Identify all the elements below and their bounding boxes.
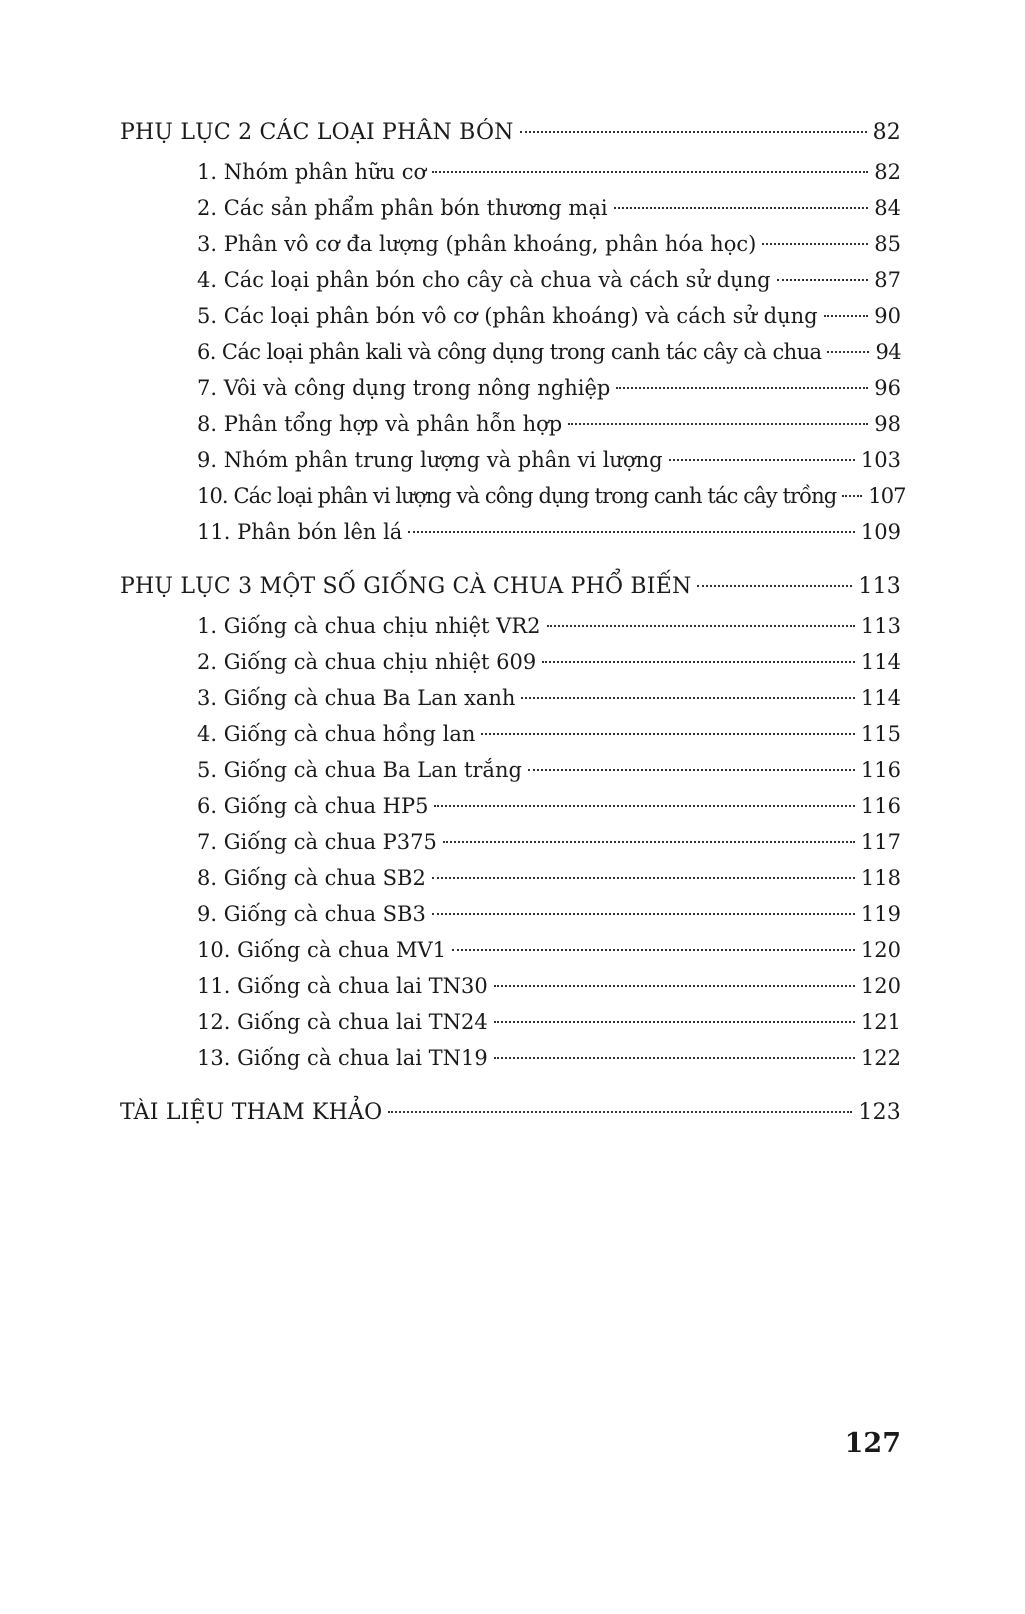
- toc-entry-title: 6. Các loại phân kali và công dụng trong canh tác cây cà chua: [197, 340, 822, 364]
- toc-entry-page: 87: [874, 268, 901, 292]
- dot-leader: [443, 841, 855, 843]
- toc-entry[interactable]: [120, 860, 901, 896]
- toc-entry[interactable]: [120, 680, 901, 716]
- toc-entry[interactable]: [120, 608, 901, 644]
- dot-leader: [494, 985, 855, 987]
- toc-heading-title: PHỤ LỤC 3 MỘT SỐ GIỐNG CÀ CHUA PHỔ BIẾN: [120, 574, 692, 599]
- toc-entry-page: 90: [874, 304, 901, 328]
- dot-leader: [452, 949, 855, 951]
- page-number: 127: [844, 1428, 901, 1459]
- toc-entry[interactable]: [120, 226, 901, 262]
- dot-leader: [568, 423, 868, 425]
- toc-entry[interactable]: [120, 1004, 901, 1040]
- dot-leader: [494, 1021, 855, 1023]
- toc-heading-title: TÀI LIỆU THAM KHẢO: [120, 1100, 383, 1125]
- toc-entry[interactable]: [120, 824, 901, 860]
- toc-entry-page: 96: [874, 376, 901, 400]
- toc-entry-page: 117: [860, 830, 901, 854]
- toc-entry-page: 94: [875, 340, 901, 364]
- toc-entry-title: 9. Nhóm phân trung lượng và phân vi lượng: [197, 448, 663, 472]
- toc-entry[interactable]: [120, 932, 901, 968]
- toc-entry-title: 3. Phân vô cơ đa lượng (phân khoáng, phân hóa học): [197, 232, 757, 256]
- dot-leader: [827, 351, 869, 353]
- toc-entry[interactable]: [120, 752, 901, 788]
- toc-entry-page: 98: [874, 412, 901, 436]
- toc-entry-title: 3. Giống cà chua Ba Lan xanh: [197, 686, 516, 710]
- toc-entry[interactable]: [120, 154, 901, 190]
- toc-entry[interactable]: [120, 190, 901, 226]
- toc-entry[interactable]: [120, 442, 901, 478]
- dot-leader: [824, 315, 869, 317]
- dot-leader: [777, 279, 869, 281]
- dot-leader: [432, 913, 855, 915]
- toc-entry[interactable]: [120, 1040, 901, 1076]
- toc-heading[interactable]: [120, 112, 901, 154]
- toc-entry-page: 121: [860, 1010, 901, 1034]
- toc-entry-title: 7. Vôi và công dụng trong nông nghiệp: [197, 376, 611, 400]
- dot-leader: [520, 131, 867, 133]
- toc-entry[interactable]: [120, 788, 901, 824]
- toc-entry-title: 1. Giống cà chua chịu nhiệt VR2: [197, 614, 541, 638]
- table-of-contents: [120, 112, 906, 1150]
- toc-heading-page: 113: [858, 574, 901, 599]
- toc-entry-title: 5. Giống cà chua Ba Lan trắng: [197, 758, 522, 782]
- toc-entry-page: 107: [868, 484, 906, 508]
- toc-entry[interactable]: [120, 716, 901, 752]
- toc-entry-page: 119: [860, 902, 901, 926]
- toc-section-appendix-2: [120, 112, 906, 550]
- toc-entry[interactable]: [120, 406, 901, 442]
- toc-entry-page: 116: [860, 758, 901, 782]
- toc-entry-page: 122: [860, 1046, 901, 1070]
- dot-leader: [432, 171, 868, 173]
- toc-entry-title: 4. Các loại phân bón cho cây cà chua và cách sử dụng: [197, 268, 771, 292]
- toc-heading-title: PHỤ LỤC 2 CÁC LOẠI PHÂN BÓN: [120, 120, 514, 145]
- toc-entry-title: 2. Giống cà chua chịu nhiệt 609: [197, 650, 537, 674]
- toc-entry-page: 120: [860, 938, 901, 962]
- dot-leader: [481, 733, 854, 735]
- toc-section-appendix-3: [120, 566, 901, 1076]
- toc-entry-title: 13. Giống cà chua lai TN19: [197, 1046, 488, 1070]
- toc-entry-title: 11. Phân bón lên lá: [197, 520, 403, 544]
- toc-entry[interactable]: [120, 644, 901, 680]
- toc-entry[interactable]: [120, 370, 901, 406]
- toc-entry-title: 7. Giống cà chua P375: [197, 830, 437, 854]
- toc-entry-page: 120: [860, 974, 901, 998]
- toc-entry[interactable]: [120, 262, 901, 298]
- toc-entry-page: 114: [860, 650, 901, 674]
- toc-entry-title: 9. Giống cà chua SB3: [197, 902, 426, 926]
- dot-leader: [669, 459, 855, 461]
- dot-leader: [408, 531, 855, 533]
- toc-entry-title: 10. Các loại phân vi lượng và công dụng trong canh tác cây trồng: [197, 484, 837, 508]
- dot-leader: [616, 387, 868, 389]
- toc-entry-page: 85: [874, 232, 901, 256]
- toc-entry[interactable]: [120, 514, 901, 550]
- toc-entry-title: 1. Nhóm phân hữu cơ: [197, 160, 427, 184]
- toc-entry-title: 5. Các loại phân bón vô cơ (phân khoáng) và cách sử dụng: [197, 304, 818, 328]
- dot-leader: [842, 495, 862, 497]
- toc-entry-page: 116: [860, 794, 901, 818]
- toc-entry[interactable]: [120, 896, 901, 932]
- toc-entry[interactable]: [120, 298, 901, 334]
- toc-entry-page: 118: [860, 866, 901, 890]
- toc-entry-title: 8. Phân tổng hợp và phân hỗn hợp: [197, 412, 563, 436]
- dot-leader: [542, 661, 855, 663]
- toc-entry[interactable]: [120, 968, 901, 1004]
- toc-entry[interactable]: [120, 334, 901, 370]
- toc-heading-page: 123: [858, 1100, 901, 1125]
- dot-leader: [762, 243, 868, 245]
- toc-entry-page: 82: [874, 160, 901, 184]
- dot-leader: [494, 1057, 855, 1059]
- dot-leader: [434, 805, 854, 807]
- dot-leader: [521, 697, 855, 699]
- toc-entry-title: 4. Giống cà chua hồng lan: [197, 722, 476, 746]
- toc-entry[interactable]: [120, 478, 906, 514]
- toc-heading-page: 82: [872, 120, 901, 145]
- toc-section-references: [120, 1092, 901, 1134]
- dot-leader: [697, 585, 852, 587]
- dot-leader: [614, 207, 869, 209]
- toc-entry-page: 103: [860, 448, 901, 472]
- dot-leader: [547, 625, 855, 627]
- toc-entry-page: 109: [860, 520, 901, 544]
- toc-entry-page: 113: [860, 614, 901, 638]
- toc-heading[interactable]: [120, 1092, 901, 1134]
- toc-entry-page: 114: [860, 686, 901, 710]
- toc-entry-title: 2. Các sản phẩm phân bón thương mại: [197, 196, 608, 220]
- toc-entry-page: 84: [874, 196, 901, 220]
- dot-leader: [528, 769, 855, 771]
- toc-entry-title: 6. Giống cà chua HP5: [197, 794, 429, 818]
- toc-entry-title: 12. Giống cà chua lai TN24: [197, 1010, 488, 1034]
- toc-entry-title: 10. Giống cà chua MV1: [197, 938, 447, 962]
- dot-leader: [388, 1111, 852, 1113]
- toc-entry-title: 8. Giống cà chua SB2: [197, 866, 426, 890]
- toc-entry-page: 115: [860, 722, 901, 746]
- dot-leader: [432, 877, 855, 879]
- toc-entry-title: 11. Giống cà chua lai TN30: [197, 974, 488, 998]
- toc-heading[interactable]: [120, 566, 901, 608]
